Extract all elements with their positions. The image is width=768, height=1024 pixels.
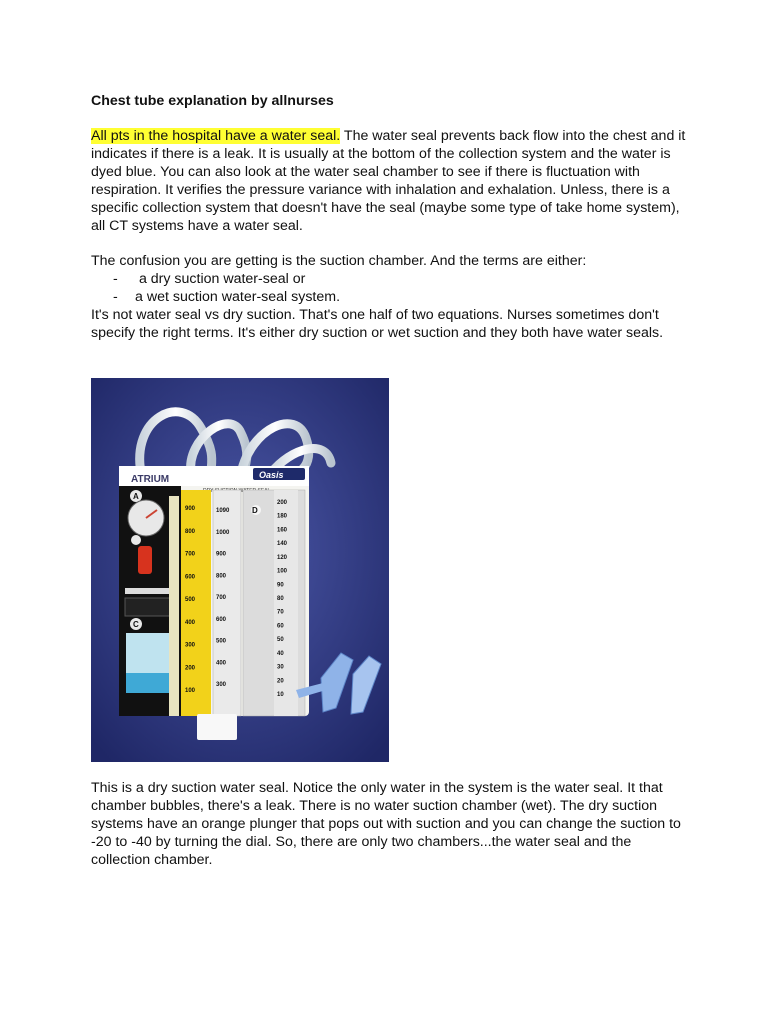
scale-label: 300 bbox=[216, 682, 227, 688]
scale-label: 40 bbox=[277, 650, 284, 657]
highlighted-sentence: All pts in the hospital have a water seal. bbox=[91, 128, 341, 144]
chest-drain-photo bbox=[91, 378, 389, 762]
scale-label: 90 bbox=[277, 582, 284, 589]
scale-label: 100 bbox=[277, 568, 288, 575]
scale-label: 900 bbox=[216, 551, 227, 558]
paragraph-confusion: The confusion you are getting is the suction chamber. And the terms are either: bbox=[91, 253, 587, 269]
scale-label: 30 bbox=[277, 664, 284, 671]
scale-label: 400 bbox=[185, 619, 196, 626]
drain-stand bbox=[197, 714, 237, 740]
scale-label: 60 bbox=[277, 623, 284, 630]
scale-label: 80 bbox=[277, 596, 284, 602]
scale-label: 50 bbox=[277, 637, 284, 644]
scale-label: 140 bbox=[277, 541, 288, 548]
scale-label: 1000 bbox=[216, 529, 230, 536]
scale-label: 800 bbox=[185, 528, 196, 535]
list-item: - a wet suction water-seal system. bbox=[113, 289, 341, 305]
scale-label: 100 bbox=[185, 688, 196, 694]
scale-label: 10 bbox=[277, 692, 284, 698]
product-label: Oasis bbox=[259, 470, 284, 480]
scale-label: 800 bbox=[216, 573, 227, 580]
scale-label: 500 bbox=[216, 638, 227, 645]
scale-label: 20 bbox=[277, 678, 284, 685]
scale-label: 200 bbox=[185, 665, 196, 672]
document-body bbox=[91, 92, 691, 359]
bullet-list bbox=[91, 270, 691, 306]
svg-text:D: D bbox=[252, 506, 258, 515]
scale-label: 700 bbox=[185, 551, 196, 558]
scale-label: 900 bbox=[185, 506, 196, 512]
scale-label: 120 bbox=[277, 554, 288, 561]
scale-label: 200 bbox=[277, 500, 288, 506]
collection-scale-yellow bbox=[181, 490, 211, 716]
paragraph-text: The water seal prevents back flow into the chest and it indicates if there is a leak. It is usually at the bottom of the collection system and the water is dyed blue. You can also look at the water seal chamber to see if there is fluctuation with respiration. It verifies the pressure variance with inhalation and exhalation. Unless, there is a specific collection system that doesn't have the seal (maybe some type of take home system), all CT systems have a water seal. bbox=[91, 128, 686, 234]
scale-label: 400 bbox=[216, 660, 227, 667]
document-title: Chest tube explanation by allnurses bbox=[91, 93, 334, 109]
paragraph-equations: It's not water seal vs dry suction. That's one half of two equations. Nurses sometimes don't specify the right terms. It's either dry suction or wet suction and they both have water seals. bbox=[91, 307, 664, 341]
orange-plunger bbox=[138, 546, 152, 574]
scale-label: 600 bbox=[185, 574, 196, 581]
list-item: - a dry suction water-seal or bbox=[113, 271, 306, 287]
caption-paragraph bbox=[91, 779, 691, 886]
scale-label: 160 bbox=[277, 527, 288, 534]
svg-text:C: C bbox=[133, 620, 139, 629]
scale-label: 300 bbox=[185, 642, 196, 649]
scale-label: 500 bbox=[185, 597, 196, 603]
paragraph-dry-suction: This is a dry suction water seal. Notice the only water in the system is the water seal. It that chamber bubbles, there's a leak. There is no water suction chamber (wet). The dry suction systems have an orange plunger that pops out with suction and you can change the suction to -20 to -40 by turning the dial. So, there are only two chambers...the water seal and the collection chamber. bbox=[91, 780, 681, 868]
paragraph-water-seal bbox=[91, 127, 691, 235]
scale-label: 1090 bbox=[216, 508, 230, 514]
svg-text:A: A bbox=[133, 492, 139, 501]
scale-label: 70 bbox=[277, 609, 284, 616]
scale-label: 600 bbox=[216, 616, 227, 623]
scale-label: 700 bbox=[216, 595, 227, 601]
scale-label: 180 bbox=[277, 513, 288, 520]
brand-label: ATRIUM bbox=[131, 474, 170, 485]
